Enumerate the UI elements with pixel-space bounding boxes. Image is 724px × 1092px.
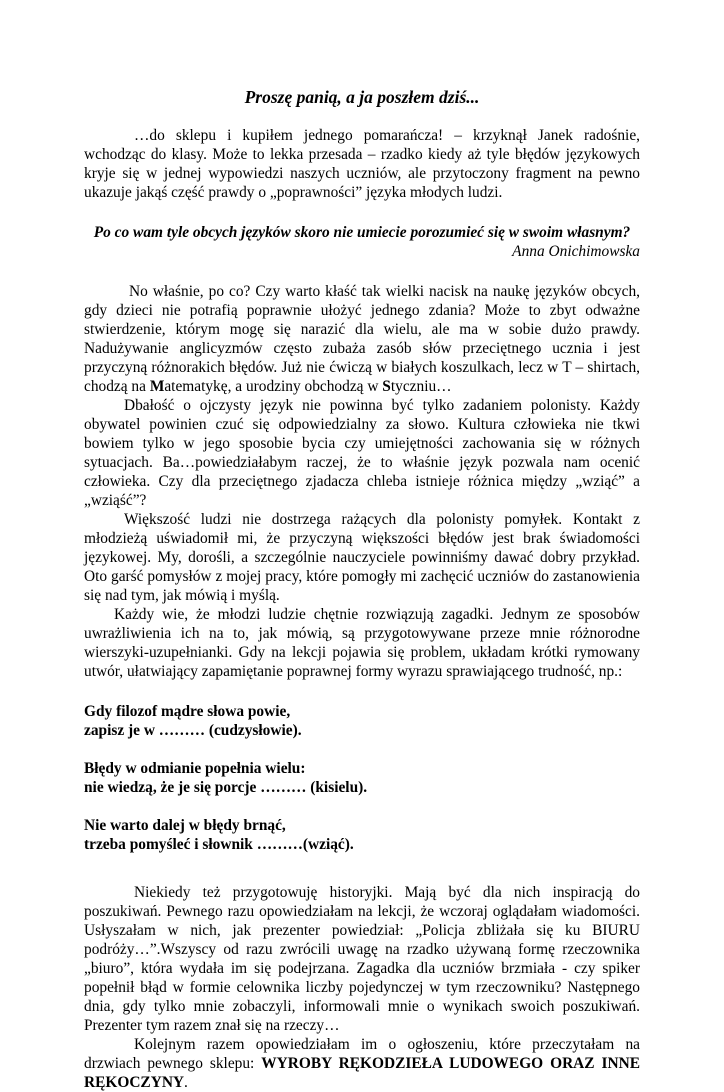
- verse-line: nie wiedzą, że je się porcje ……… (kisielu).: [84, 779, 368, 796]
- paragraph-6: [84, 1035, 640, 1092]
- paragraph-1: [84, 282, 640, 396]
- paragraph-1-text-3: tyczniu…: [390, 378, 452, 395]
- paragraph-1-bold-s: S: [382, 378, 391, 395]
- shop-sign-text: WYROBY RĘKODZIEŁA LUDOWEGO ORAZ INNE RĘKOCZYNY: [84, 1055, 640, 1091]
- article-title: Proszę panią, a ja poszłem dziś...: [244, 87, 480, 107]
- paragraph-1-bold-m: M: [149, 378, 165, 395]
- verse-line: zapisz je w ……… (cudzysłowie).: [84, 722, 302, 739]
- paragraph-6-text: Kolejnym razem opowiedziałam im o ogłoszeniu, które przeczytałam na drzwiach pewnego sklepu:: [84, 1036, 640, 1072]
- paragraph-5: Niekiedy też przygotowuję historyjki. Mają być dla nich inspiracją do poszukiwań. Pewnego razu opowiedziałam na lekcji, że wczoraj oglądałam wiadomości. Usłyszałam w nich, jak prezenter powiedział: „Policja zbliżała się ku BIURU podróży…”.Wszyscy od razu zwrócili uwagę na rzadko używaną formę rzeczownika „biuro”, która wydała im się podejrzana. Zagadka dla uczniów brzmiała - czy spiker popełnił błąd w formie celownika liczby pojedynczej w tym rzeczowniku? Następnego dnia, gdy tylko mnie zobaczyli, informowali mnie o wynikach swoich poszukiwań. Prezenter tym razem znał się na rzeczy…: [84, 884, 640, 1034]
- paragraph-2: Dbałość o ojczysty język nie powinna być tylko zadaniem polonisty. Każdy obywatel powinien czuć się odpowiedzialny za słowo. Kultura człowieka nie tkwi bowiem tylko w jego sposobie bycia czy umiejętności zachowania się w różnych sytuacjach. Ba…powiedziałabym raczej, że to właśnie język pozwala nam ocenić człowieka. Czy dla przeciętnego zjadacza chleba istnieje różnica między „wziąć” a „wziąść”?: [84, 397, 640, 509]
- verse-line: Gdy filozof mądre słowa powie,: [84, 703, 291, 720]
- verse-2: [84, 759, 640, 797]
- verse-line: trzeba pomyśleć i słownik ………(wziąć).: [84, 836, 354, 853]
- verse-3: [84, 816, 640, 854]
- paragraph-1-text: No właśnie, po co? Czy warto kłaść tak wielki nacisk na naukę języków obcych, gdy dzieci nie potrafią poprawnie ułożyć jednego zdania? Może to zbyt odważne stwierdzenie, którym mogę się narazić dla wielu, ale ma w sobie dużo prawdy. Nadużywanie anglicyzmów często zubaża zasób słów przeciętnego ucznia i jest przyczyną różnorakich błędów. Już nie ćwiczą w białych koszulkach, lecz w T – shirtach, chodzą na: [84, 283, 640, 395]
- verse-1: [84, 702, 640, 740]
- intro-paragraph: …do sklepu i kupiłem jednego pomarańcza! – krzyknął Janek radośnie, wchodząc do klasy. Może to lekka przesada – rzadko kiedy aż tyle błędów językowych kryje się w jednej wypowiedzi naszych uczniów, ale przytoczony fragment na pewno ukazuje jakąś część prawdy o „poprawności” języka młodych ludzi.: [84, 127, 640, 201]
- paragraph-4: Każdy wie, że młodzi ludzie chętnie rozwiązują zagadki. Jednym ze sposobów uwrażliwienia ich na to, jak mówią, są przygotowywane przeze mnie różnorodne wierszyki-uzupełnianki. Gdy na lekcji pojawia się problem, układam krótki rymowany utwór, ułatwiający zapamiętanie poprawnej formy wyrazu sprawiającego trudność, np.:: [84, 606, 640, 680]
- document-page: [84, 86, 640, 1092]
- motto-author: Anna Onichimowska: [512, 243, 640, 260]
- verse-line: Błędy w odmianie popełnia wielu:: [84, 760, 306, 777]
- paragraph-1-text-2: atematykę, a urodziny obchodzą w: [164, 378, 383, 395]
- paragraph-3: Większość ludzi nie dostrzega rażących dla polonisty pomyłek. Kontakt z młodzieżą uświadomił mi, że przyczyną większości błędów jest brak świadomości językowej. My, dorośli, a szczególnie nauczyciele powinniśmy dawać dobry przykład. Oto garść pomysłów z mojej pracy, które pomogły mi zachęcić uczniów do zastanowienia się nad tym, jak mówią i myślą.: [84, 511, 640, 604]
- verse-line: Nie warto dalej w błędy brnąć,: [84, 817, 286, 834]
- motto-quote: Po co wam tyle obcych języków skoro nie umiecie porozumieć się w swoim własnym?: [93, 224, 631, 241]
- paragraph-6-end: .: [184, 1074, 188, 1091]
